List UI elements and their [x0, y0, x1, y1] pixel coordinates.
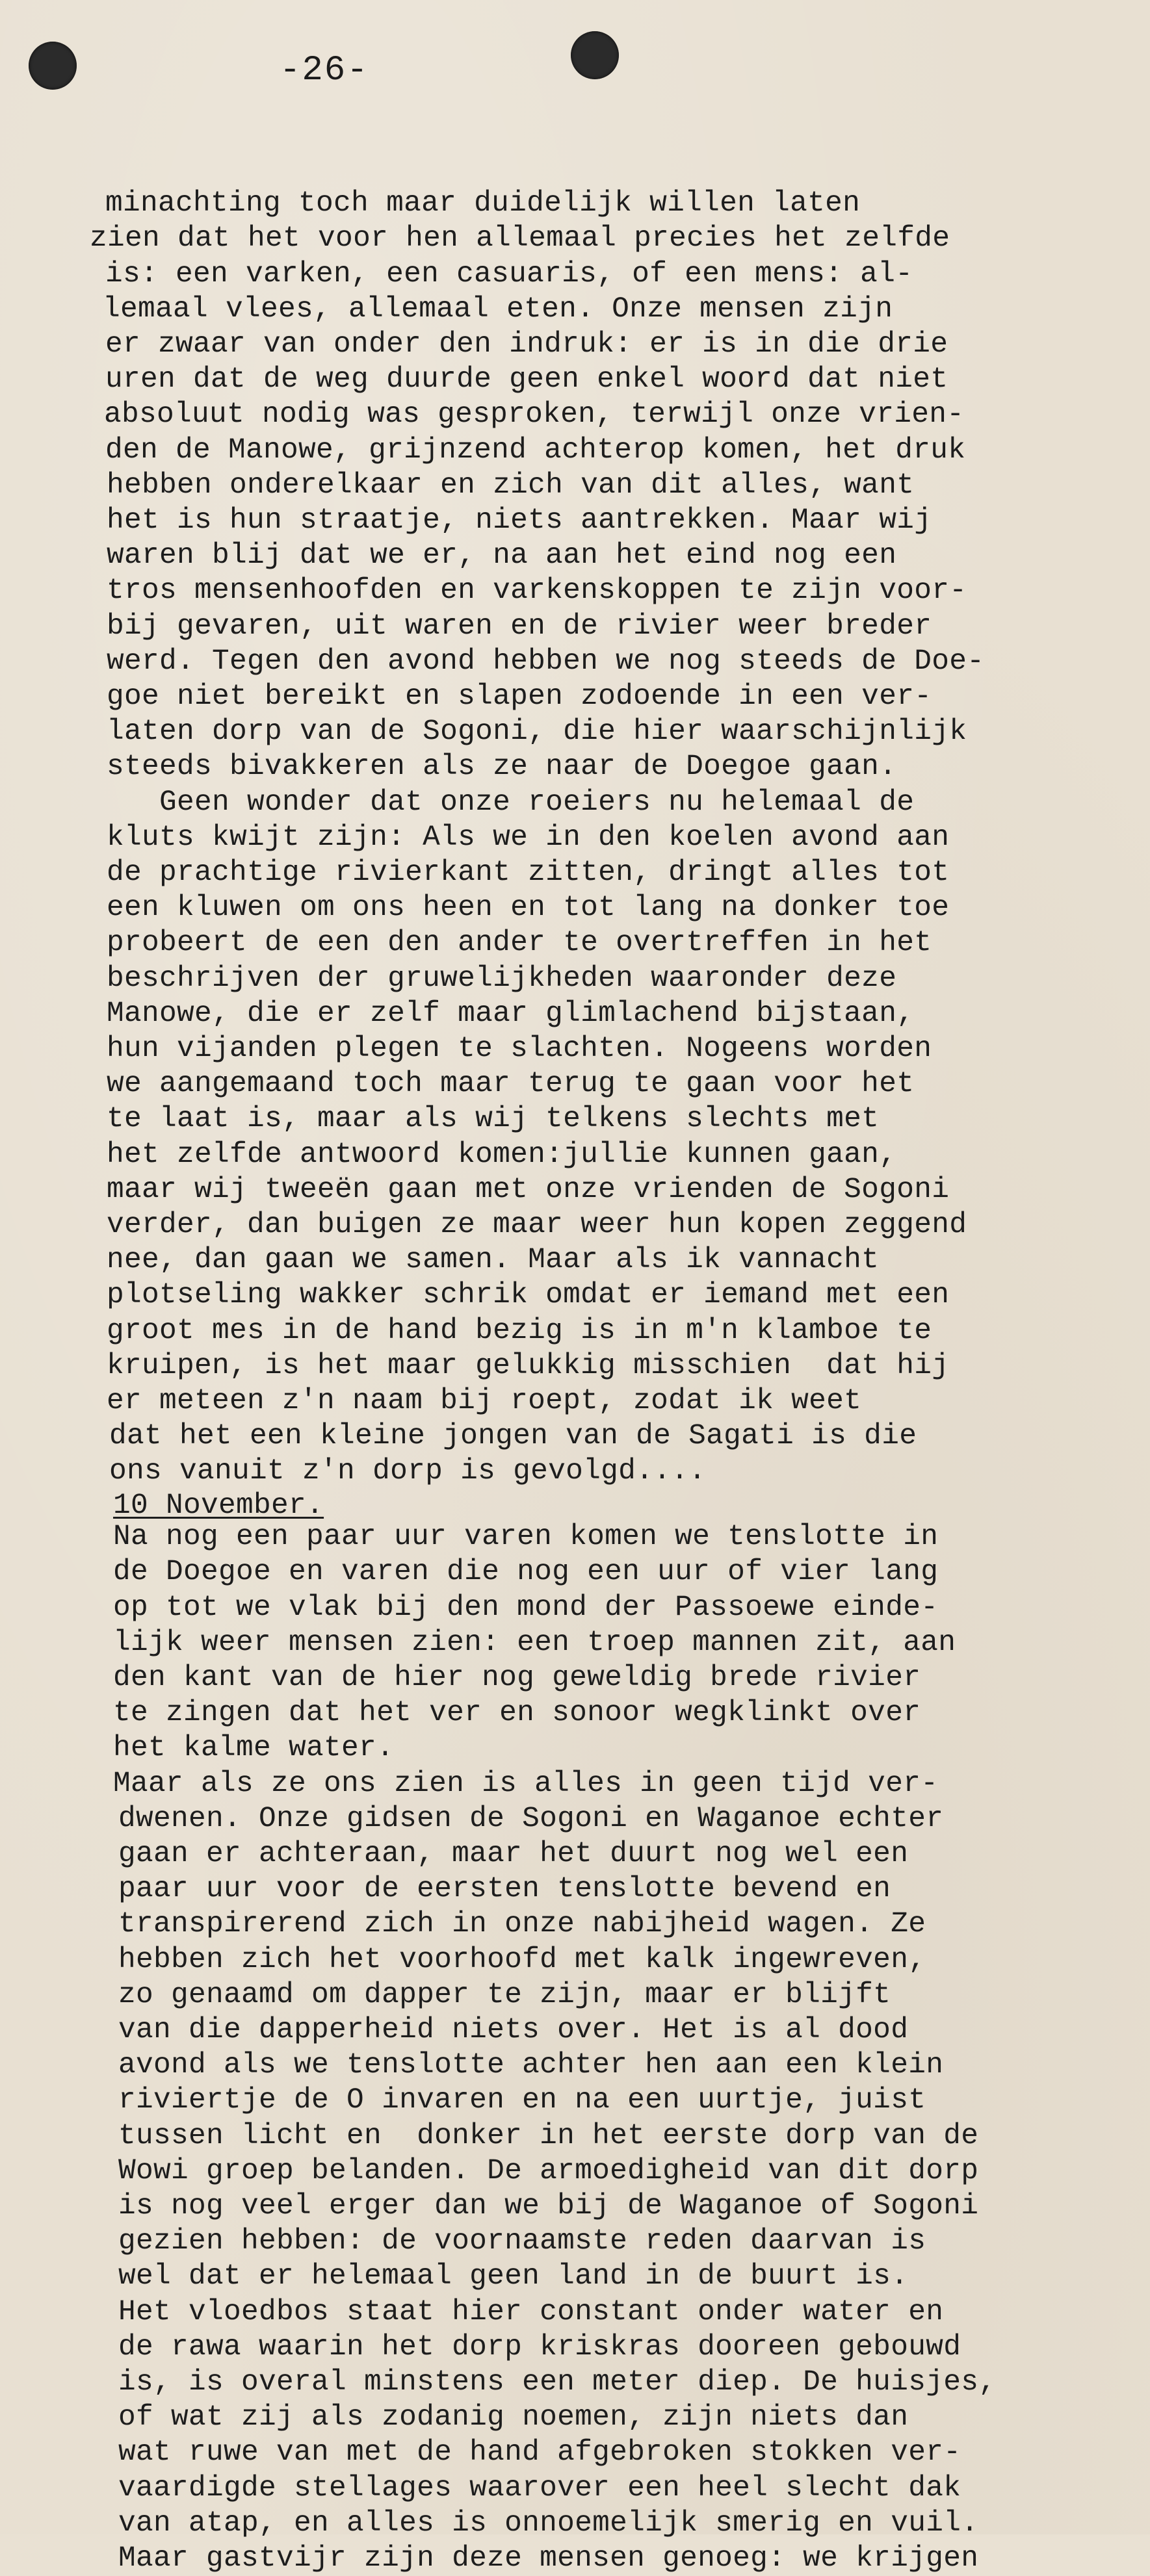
text-line: er meteen z'n naam bij roept, zodat ik weet — [107, 1385, 862, 1417]
text-line: waren blij dat we er, na aan het eind nog een — [107, 539, 897, 572]
text-line: den kant van de hier nog geweldig brede rivier — [113, 1662, 921, 1694]
text-line: laten dorp van de Sogoni, die hier waarschijnlijk — [107, 715, 967, 748]
text-line: absoluut nodig was gesproken, terwijl onze vrien- — [104, 398, 965, 431]
text-line: ons vanuit z'n dorp is gevolgd.... — [109, 1455, 707, 1488]
text-line: is: een varken, een casuaris, of een mens: al- — [105, 258, 913, 290]
text-line: we aangemaand toch maar terug te gaan voor het — [107, 1068, 915, 1100]
text-line: kruipen, is het maar gelukkig misschien dat hij — [107, 1350, 950, 1382]
text-line: het is hun straatje, niets aantrekken. Maar wij — [107, 504, 932, 537]
text-line: Wowi groep belanden. De armoedigheid van dit dorp — [118, 2155, 979, 2187]
text-line: zo genaamd om dapper te zijn, maar er blijft — [118, 1979, 891, 2011]
text-line: verder, dan buigen ze maar weer hun kopen zeggend — [107, 1209, 967, 1241]
punch-hole-left — [29, 42, 77, 90]
text-line: nee, dan gaan we samen. Maar als ik vannacht — [107, 1244, 880, 1276]
entry-date: 10 November. — [113, 1489, 324, 1522]
text-line: wat ruwe van met de hand afgebroken stokken ver- — [118, 2436, 961, 2469]
text-line: plotseling wakker schrik omdat er iemand met een — [107, 1279, 950, 1311]
text-line: op tot we vlak bij den mond der Passoewe einde- — [113, 1591, 939, 1624]
text-line: steeds bivakkeren als ze naar de Doegoe gaan. — [107, 751, 897, 783]
text-line: een kluwen om ons heen en tot lang na donker toe — [107, 892, 950, 924]
text-line: het kalme water. — [113, 1732, 395, 1764]
text-line: het zelfde antwoord komen:jullie kunnen gaan, — [107, 1139, 897, 1171]
text-line: Maar als ze ons zien is alles in geen tijd ver- — [113, 1768, 939, 1800]
text-line: riviertje de O invaren en na een uurtje, juist — [118, 2084, 926, 2117]
text-line: paar uur voor de eersten tenslotte bevend en — [118, 1873, 891, 1905]
text-line: lijk weer mensen zien: een troep mannen zit, aan — [113, 1627, 956, 1659]
text-line: is, is overal minstens een meter diep. De huisjes, — [118, 2366, 997, 2399]
text-line: transpirerend zich in onze nabijheid wagen. Ze — [118, 1908, 926, 1940]
text-line: Maar gastvijr zijn deze mensen genoeg: we krijgen — [118, 2542, 979, 2575]
text-line: is nog veel erger dan we bij de Waganoe of Sogoni — [118, 2190, 979, 2222]
text-line: van atap, en alles is onnoemelijk smerig en vuil. — [118, 2507, 979, 2540]
text-line: minachting toch maar duidelijk willen laten — [105, 187, 861, 220]
text-line: gezien hebben: de voornaamste reden daarvan is — [118, 2225, 926, 2258]
text-line: Geen wonder dat onze roeiers nu helemaal de — [107, 786, 915, 819]
text-line: probeert de een den ander te overtreffen in het — [107, 927, 932, 959]
text-line: Na nog een paar uur varen komen we tenslotte in — [113, 1521, 939, 1553]
text-line: maar wij tweeën gaan met onze vrienden de Sogoni — [107, 1174, 950, 1206]
text-line: gaan er achteraan, maar het duurt nog wel een — [118, 1838, 909, 1870]
text-line: dat het een kleine jongen van de Sagati is die — [109, 1420, 917, 1452]
text-line: tros mensenhoofden en varkenskoppen te zijn voor- — [107, 574, 967, 607]
text-line: tussen licht en donker in het eerste dorp van de — [118, 2120, 979, 2152]
text-line: goe niet bereikt en slapen zodoende in een ver- — [107, 680, 932, 713]
text-line: hun vijanden plegen te slachten. Nogeens worden — [107, 1033, 932, 1065]
text-line: te zingen dat het ver en sonoor wegklinkt over — [113, 1697, 921, 1729]
text-line: beschrijven der gruwelijkheden waaronder deze — [107, 962, 897, 995]
text-line: Het vloedbos staat hier constant onder water en — [118, 2296, 944, 2328]
text-line: bij gevaren, uit waren en de rivier weer breder — [107, 610, 932, 643]
punch-hole-right — [571, 31, 619, 79]
text-line: Manowe, die er zelf maar glimlachend bijstaan, — [107, 998, 915, 1030]
text-line: wel dat er helemaal geen land in de buurt is. — [118, 2260, 909, 2293]
text-line: vaardigde stellages waarover een heel slecht dak — [118, 2472, 961, 2505]
text-line: kluts kwijt zijn: Als we in den koelen avond aan — [107, 821, 950, 854]
text-line: er zwaar van onder den indruk: er is in die drie — [105, 328, 948, 361]
text-line: werd. Tegen den avond hebben we nog steeds de Doe- — [107, 645, 985, 678]
text-line: de Doegoe en varen die nog een uur of vier lang — [113, 1556, 939, 1588]
text-line: hebben onderelkaar en zich van dit alles, want — [107, 469, 915, 502]
page-number: -26- — [280, 51, 369, 90]
text-line: dwenen. Onze gidsen de Sogoni en Waganoe echter — [118, 1803, 944, 1835]
text-line: zien dat het voor hen allemaal precies het zelfde — [90, 222, 950, 255]
text-line: uren dat de weg duurde geen enkel woord dat niet — [105, 363, 948, 396]
text-line: hebben zich het voorhoofd met kalk ingewreven, — [118, 1944, 926, 1976]
text-line: groot mes in de hand bezig is in m'n klamboe te — [107, 1315, 932, 1347]
text-line: te laat is, maar als wij telkens slechts met — [107, 1103, 880, 1135]
text-line: van die dapperheid niets over. Het is al dood — [118, 2014, 909, 2046]
text-line: de prachtige rivierkant zitten, dringt alles tot — [107, 857, 950, 889]
text-line: avond als we tenslotte achter hen aan een klein — [118, 2049, 944, 2081]
text-line: of wat zij als zodanig noemen, zijn niets dan — [118, 2401, 909, 2434]
text-line: den de Manowe, grijnzend achterop komen, het druk — [105, 434, 966, 467]
text-line: lemaal vlees, allemaal eten. Onze mensen zijn — [103, 293, 893, 326]
text-line: de rawa waarin het dorp kriskras dooreen gebouwd — [118, 2331, 961, 2363]
